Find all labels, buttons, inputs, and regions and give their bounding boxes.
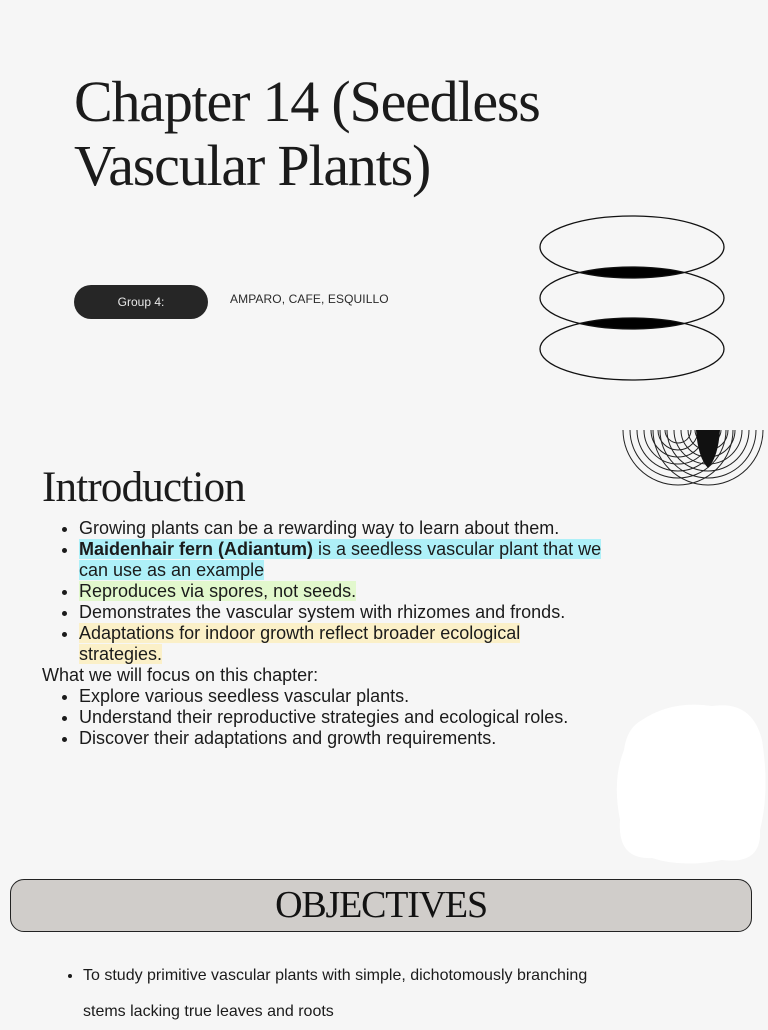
objectives-banner: [10, 879, 752, 932]
list-item: [79, 623, 602, 665]
group-members: AMPARO, CAFE, ESQUILLO: [230, 292, 389, 306]
list-item: [79, 581, 602, 602]
focus-list: [42, 686, 602, 749]
list-item: • Explore various seedless vascular plants.: [79, 686, 602, 707]
white-blob-shape: [612, 700, 768, 870]
page-title: Chapter 14 (Seedless Vascular Plants): [74, 69, 540, 198]
objectives-list: [66, 958, 626, 1030]
list-item-text: Demonstrates the vascular system with rhizomes and fronds.: [79, 602, 566, 622]
list-item-text: Growing plants can be a rewarding way to learn about them.: [79, 518, 560, 538]
introduction-body: [42, 518, 602, 749]
list-item-text: is a seedless vascular plant that we can use as an example: [79, 539, 602, 580]
list-item: • Understand their reproductive strategies and ecological roles.: [79, 707, 602, 728]
introduction-list: [42, 518, 602, 665]
list-item-text: Reproduces via spores, not seeds.: [79, 581, 357, 601]
group-badge: Group 4:: [74, 285, 208, 319]
concentric-arcs-graphic: [618, 430, 768, 490]
introduction-heading: Introduction: [42, 464, 245, 511]
list-item-text: Adaptations for indoor growth reflect broader ecological strategies.: [79, 623, 521, 664]
list-item: [79, 518, 602, 539]
list-item: • Discover their adaptations and growth requirements.: [79, 728, 602, 749]
highlight-cyan: [79, 539, 601, 580]
list-item: [79, 539, 602, 581]
objectives-body: [66, 958, 626, 1030]
list-item: [79, 602, 602, 623]
focus-label: What we will focus on this chapter:: [42, 665, 319, 685]
list-item: • To study primitive vascular plants with simple, dichotomously branching stems lacking true leaves and roots: [83, 958, 626, 1030]
list-item-bold-text: Maidenhair fern (Adiantum): [79, 539, 314, 559]
stacked-ellipses-graphic: [536, 214, 728, 392]
objectives-heading: OBJECTIVES: [275, 884, 487, 926]
